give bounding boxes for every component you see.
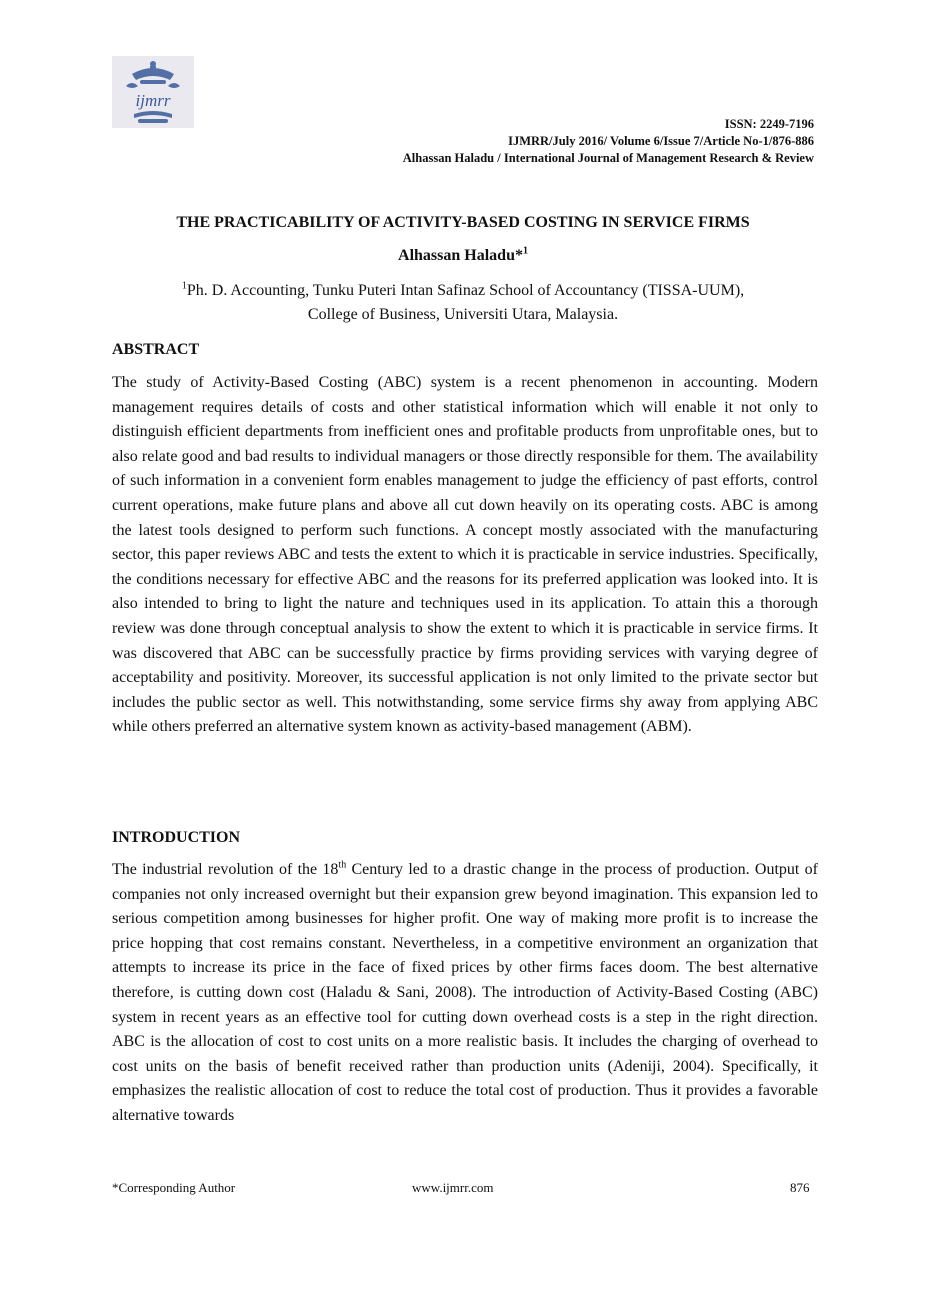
paper-title: THE PRACTICABILITY OF ACTIVITY-BASED COSTING IN SERVICE FIRMS	[176, 214, 750, 231]
journal-header	[403, 116, 814, 167]
introduction-heading: INTRODUCTION	[112, 829, 241, 846]
affiliation	[112, 279, 814, 327]
intro-text-rest: Century led to a drastic change in the process of production. Output of companies not only increased overnight but their expansion grew beyond imagination. This expansion led to serious competition among businesses for higher profit. One way of making more profit is to increase the price hopping that cost remains constant. Nevertheless, in a competitive environment an organization that attempts to increase its price in the face of fixed prices by other firms faces doom. The best alternative therefore, is cutting down cost (Haladu & Sani, 2008). The introduction of Activity-Based Costing (ABC) system in recent years as an effective tool for cutting down overhead costs is a step in the right direction. ABC is the allocation of cost to cost units on a more realistic basis. It includes the charging of overhead to cost units on the basis of benefit received rather than production units (Adeniji, 2004). Specifically, it emphasizes the realistic allocation of cost to reduce the total cost of production. Thus it provides a favorable alternative towards	[112, 861, 818, 1124]
affiliation-line-1: Ph. D. Accounting, Tunku Puteri Intan Safinaz School of Accountancy (TISSA-UUM),	[186, 282, 745, 299]
author-sup: 1	[522, 245, 528, 257]
intro-sup: th	[338, 859, 347, 871]
footer-website: www.ijmrr.com	[412, 1180, 494, 1195]
journal-logo	[112, 56, 194, 128]
intro-text-start: The industrial revolution of the 18	[112, 861, 339, 878]
footer-note: *Corresponding Author	[112, 1180, 236, 1195]
affiliation-line-2: College of Business, Universiti Utara, Malaysia.	[307, 306, 619, 323]
abstract-text: The study of Activity-Based Costing (ABC) system is a recent phenomenon in accounting. Modern management requires details of costs and other statistical information which will enable it not only to distinguish efficient departments from inefficient ones and profitable products from unprofitable ones, but to also relate good and bad results to individual managers or those directly responsible for them. The availability of such information in a convenient form enables management to judge the efficiency of past efforts, control current operations, make future plans and above all cut down heavily on its operating costs. ABC is among the latest tools designed to perform such functions. A concept mostly associated with the manufacturing sector, this paper reviews ABC and tests the extent to which it is practicable in service industries. Specifically, the conditions necessary for effective ABC and the reasons for its preferred application was looked into. It is also intended to bring to light the nature and techniques used in its application. To attain this a thorough review was done through conceptual analysis to show the extent to which it is practicable in service firms. It was discovered that ABC can be successfully practice by firms providing services with varying degree of acceptability and positivity. Moreover, its successful application is not only limited to the private sector but includes the public sector as well. This notwithstanding, some service firms shy away from applying ABC while others preferred an alternative system known as activity-based management (ABM).	[112, 374, 818, 736]
author-line	[112, 246, 814, 266]
volume-line: IJMRR/July 2016/ Volume 6/Issue 7/Article No-1/876-886	[508, 134, 814, 148]
journal-line: Alhassan Haladu / International Journal of Management Research & Review	[402, 151, 814, 165]
author-name: Alhassan Haladu*	[398, 247, 523, 264]
footer-page-number: 876	[790, 1180, 810, 1195]
introduction-text	[112, 858, 818, 1129]
issn-line: ISSN: 2249-7196	[724, 117, 814, 131]
affiliation-sup: 1	[181, 280, 187, 292]
logo-emblem-icon	[112, 56, 194, 128]
logo-text: ijmrr	[135, 91, 171, 110]
abstract-heading: ABSTRACT	[112, 341, 200, 358]
